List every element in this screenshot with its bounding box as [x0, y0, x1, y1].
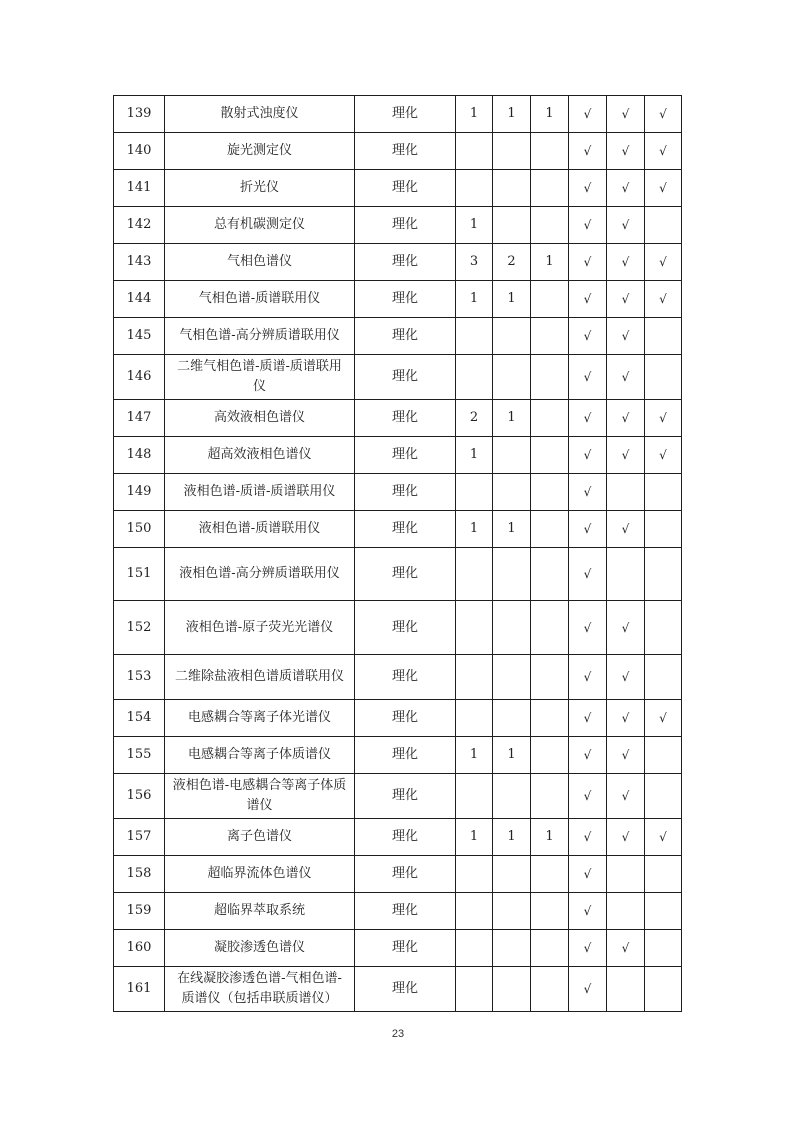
count-cell-2: 1 — [493, 400, 531, 437]
count-cell-2: 1 — [493, 737, 531, 774]
mark-cell-1: √ — [569, 511, 607, 548]
mark-cell-3: √ — [645, 96, 682, 133]
mark-cell-1: √ — [569, 400, 607, 437]
mark-cell-1: √ — [569, 737, 607, 774]
mark-cell-1: √ — [569, 437, 607, 474]
mark-cell-3 — [645, 548, 682, 601]
mark-cell-3 — [645, 930, 682, 967]
mark-cell-1: √ — [569, 170, 607, 207]
row-number: 148 — [114, 437, 165, 474]
table-row — [114, 655, 682, 700]
instrument-name: 超临界萃取系统 — [165, 893, 355, 930]
instrument-name: 液相色谱-高分辨质谱联用仪 — [165, 548, 355, 601]
count-cell-2 — [493, 700, 531, 737]
mark-cell-1: √ — [569, 601, 607, 655]
category-cell: 理化 — [355, 318, 456, 355]
mark-cell-2: √ — [607, 400, 645, 437]
table-row — [114, 207, 682, 244]
mark-cell-2 — [607, 893, 645, 930]
instrument-name: 二维除盐液相色谱质谱联用仪 — [165, 655, 355, 700]
count-cell-2 — [493, 548, 531, 601]
table-row — [114, 244, 682, 281]
mark-cell-2: √ — [607, 737, 645, 774]
mark-cell-1: √ — [569, 774, 607, 819]
category-cell: 理化 — [355, 856, 456, 893]
count-cell-2 — [493, 133, 531, 170]
count-cell-1 — [456, 133, 493, 170]
count-cell-3 — [531, 318, 569, 355]
instrument-name: 在线凝胶渗透色谱-气相色谱-质谱仪（包括串联质谱仪） — [165, 967, 355, 1012]
category-cell: 理化 — [355, 207, 456, 244]
table-row — [114, 437, 682, 474]
count-cell-1 — [456, 856, 493, 893]
mark-cell-2: √ — [607, 207, 645, 244]
count-cell-2 — [493, 601, 531, 655]
mark-cell-2: √ — [607, 819, 645, 856]
table-row — [114, 700, 682, 737]
table-row — [114, 318, 682, 355]
row-number: 147 — [114, 400, 165, 437]
table-row — [114, 355, 682, 400]
instrument-name: 液相色谱-质谱联用仪 — [165, 511, 355, 548]
mark-cell-2: √ — [607, 170, 645, 207]
category-cell: 理化 — [355, 700, 456, 737]
row-number: 157 — [114, 819, 165, 856]
count-cell-3 — [531, 474, 569, 511]
table-row — [114, 967, 682, 1012]
count-cell-1 — [456, 601, 493, 655]
count-cell-2 — [493, 856, 531, 893]
category-cell: 理化 — [355, 967, 456, 1012]
mark-cell-3 — [645, 893, 682, 930]
mark-cell-1: √ — [569, 96, 607, 133]
count-cell-1 — [456, 170, 493, 207]
count-cell-3 — [531, 400, 569, 437]
count-cell-3 — [531, 930, 569, 967]
row-number: 149 — [114, 474, 165, 511]
mark-cell-1: √ — [569, 548, 607, 601]
mark-cell-1: √ — [569, 819, 607, 856]
mark-cell-1: √ — [569, 856, 607, 893]
row-number: 159 — [114, 893, 165, 930]
count-cell-2 — [493, 170, 531, 207]
mark-cell-2: √ — [607, 601, 645, 655]
mark-cell-1: √ — [569, 930, 607, 967]
instrument-name: 气相色谱-质谱联用仪 — [165, 281, 355, 318]
count-cell-3 — [531, 170, 569, 207]
count-cell-1: 2 — [456, 400, 493, 437]
mark-cell-3 — [645, 737, 682, 774]
table-row — [114, 548, 682, 601]
count-cell-1 — [456, 774, 493, 819]
table-row — [114, 856, 682, 893]
count-cell-2 — [493, 774, 531, 819]
table-row — [114, 511, 682, 548]
count-cell-1: 1 — [456, 281, 493, 318]
instrument-name: 凝胶渗透色谱仪 — [165, 930, 355, 967]
count-cell-2: 1 — [493, 281, 531, 318]
count-cell-1 — [456, 893, 493, 930]
mark-cell-2: √ — [607, 133, 645, 170]
table-row — [114, 930, 682, 967]
count-cell-3 — [531, 601, 569, 655]
row-number: 151 — [114, 548, 165, 601]
category-cell: 理化 — [355, 819, 456, 856]
category-cell: 理化 — [355, 437, 456, 474]
count-cell-2 — [493, 207, 531, 244]
count-cell-2 — [493, 930, 531, 967]
category-cell: 理化 — [355, 400, 456, 437]
row-number: 139 — [114, 96, 165, 133]
row-number: 153 — [114, 655, 165, 700]
count-cell-3 — [531, 511, 569, 548]
mark-cell-2: √ — [607, 281, 645, 318]
table-row — [114, 96, 682, 133]
count-cell-2: 1 — [493, 511, 531, 548]
row-number: 140 — [114, 133, 165, 170]
count-cell-3 — [531, 737, 569, 774]
table-row — [114, 893, 682, 930]
instrument-name: 电感耦合等离子体质谱仪 — [165, 737, 355, 774]
mark-cell-2: √ — [607, 355, 645, 400]
count-cell-2: 2 — [493, 244, 531, 281]
count-cell-2 — [493, 355, 531, 400]
count-cell-2 — [493, 967, 531, 1012]
mark-cell-3: √ — [645, 281, 682, 318]
mark-cell-3: √ — [645, 133, 682, 170]
instrument-name: 液相色谱-质谱-质谱联用仪 — [165, 474, 355, 511]
count-cell-3 — [531, 774, 569, 819]
row-number: 152 — [114, 601, 165, 655]
mark-cell-2: √ — [607, 511, 645, 548]
instrument-name: 超临界流体色谱仪 — [165, 856, 355, 893]
count-cell-3 — [531, 655, 569, 700]
count-cell-1 — [456, 474, 493, 511]
count-cell-1: 1 — [456, 737, 493, 774]
category-cell: 理化 — [355, 601, 456, 655]
mark-cell-1: √ — [569, 244, 607, 281]
count-cell-2 — [493, 893, 531, 930]
category-cell: 理化 — [355, 281, 456, 318]
mark-cell-1: √ — [569, 967, 607, 1012]
instrument-name: 高效液相色谱仪 — [165, 400, 355, 437]
count-cell-3 — [531, 967, 569, 1012]
mark-cell-3 — [645, 601, 682, 655]
row-number: 158 — [114, 856, 165, 893]
count-cell-3: 1 — [531, 819, 569, 856]
mark-cell-3 — [645, 774, 682, 819]
table-row — [114, 281, 682, 318]
row-number: 156 — [114, 774, 165, 819]
table-row — [114, 774, 682, 819]
mark-cell-1: √ — [569, 893, 607, 930]
table-row — [114, 170, 682, 207]
mark-cell-3 — [645, 355, 682, 400]
mark-cell-2 — [607, 474, 645, 511]
mark-cell-2 — [607, 856, 645, 893]
table-row — [114, 133, 682, 170]
category-cell: 理化 — [355, 548, 456, 601]
table-row — [114, 400, 682, 437]
count-cell-3 — [531, 700, 569, 737]
count-cell-1 — [456, 318, 493, 355]
instrument-name: 总有机碳测定仪 — [165, 207, 355, 244]
page-number: 23 — [391, 1028, 405, 1040]
row-number: 146 — [114, 355, 165, 400]
mark-cell-2 — [607, 967, 645, 1012]
count-cell-2 — [493, 318, 531, 355]
row-number: 141 — [114, 170, 165, 207]
mark-cell-1: √ — [569, 318, 607, 355]
row-number: 145 — [114, 318, 165, 355]
category-cell: 理化 — [355, 737, 456, 774]
equipment-table — [113, 95, 682, 1012]
table-row — [114, 819, 682, 856]
mark-cell-3: √ — [645, 700, 682, 737]
mark-cell-2: √ — [607, 96, 645, 133]
mark-cell-1: √ — [569, 355, 607, 400]
count-cell-2: 1 — [493, 96, 531, 133]
category-cell: 理化 — [355, 96, 456, 133]
category-cell: 理化 — [355, 244, 456, 281]
category-cell: 理化 — [355, 511, 456, 548]
category-cell: 理化 — [355, 474, 456, 511]
count-cell-1: 1 — [456, 437, 493, 474]
instrument-name: 液相色谱-原子荧光光谱仪 — [165, 601, 355, 655]
instrument-name: 离子色谱仪 — [165, 819, 355, 856]
count-cell-3 — [531, 548, 569, 601]
table-body — [114, 96, 682, 1012]
mark-cell-2: √ — [607, 700, 645, 737]
count-cell-1: 1 — [456, 511, 493, 548]
instrument-name: 二维气相色谱-质谱-质谱联用仪 — [165, 355, 355, 400]
instrument-name: 气相色谱仪 — [165, 244, 355, 281]
count-cell-2: 1 — [493, 819, 531, 856]
mark-cell-1: √ — [569, 133, 607, 170]
mark-cell-3: √ — [645, 244, 682, 281]
mark-cell-3 — [645, 207, 682, 244]
count-cell-2 — [493, 437, 531, 474]
count-cell-1 — [456, 967, 493, 1012]
mark-cell-3: √ — [645, 437, 682, 474]
count-cell-1: 1 — [456, 207, 493, 244]
mark-cell-2: √ — [607, 244, 645, 281]
category-cell: 理化 — [355, 170, 456, 207]
mark-cell-3 — [645, 318, 682, 355]
mark-cell-1: √ — [569, 207, 607, 244]
mark-cell-3 — [645, 856, 682, 893]
count-cell-2 — [493, 474, 531, 511]
category-cell: 理化 — [355, 930, 456, 967]
count-cell-1 — [456, 355, 493, 400]
count-cell-3 — [531, 856, 569, 893]
mark-cell-2: √ — [607, 318, 645, 355]
count-cell-3: 1 — [531, 96, 569, 133]
category-cell: 理化 — [355, 133, 456, 170]
row-number: 150 — [114, 511, 165, 548]
row-number: 142 — [114, 207, 165, 244]
count-cell-3 — [531, 281, 569, 318]
category-cell: 理化 — [355, 893, 456, 930]
count-cell-2 — [493, 655, 531, 700]
row-number: 155 — [114, 737, 165, 774]
count-cell-1 — [456, 930, 493, 967]
table-row — [114, 737, 682, 774]
count-cell-3 — [531, 355, 569, 400]
count-cell-1: 3 — [456, 244, 493, 281]
mark-cell-2: √ — [607, 774, 645, 819]
mark-cell-3 — [645, 967, 682, 1012]
mark-cell-1: √ — [569, 700, 607, 737]
category-cell: 理化 — [355, 774, 456, 819]
mark-cell-2: √ — [607, 930, 645, 967]
mark-cell-3 — [645, 511, 682, 548]
instrument-name: 电感耦合等离子体光谱仪 — [165, 700, 355, 737]
row-number: 160 — [114, 930, 165, 967]
mark-cell-3 — [645, 655, 682, 700]
category-cell: 理化 — [355, 655, 456, 700]
mark-cell-2: √ — [607, 437, 645, 474]
mark-cell-3: √ — [645, 400, 682, 437]
mark-cell-1: √ — [569, 474, 607, 511]
count-cell-1 — [456, 700, 493, 737]
instrument-name: 散射式浊度仪 — [165, 96, 355, 133]
instrument-name: 气相色谱-高分辨质谱联用仪 — [165, 318, 355, 355]
instrument-name: 折光仪 — [165, 170, 355, 207]
mark-cell-3: √ — [645, 819, 682, 856]
mark-cell-3: √ — [645, 170, 682, 207]
count-cell-1 — [456, 548, 493, 601]
mark-cell-2: √ — [607, 655, 645, 700]
count-cell-1: 1 — [456, 819, 493, 856]
category-cell: 理化 — [355, 355, 456, 400]
row-number: 144 — [114, 281, 165, 318]
count-cell-3 — [531, 133, 569, 170]
mark-cell-2 — [607, 548, 645, 601]
count-cell-3: 1 — [531, 244, 569, 281]
table-row — [114, 474, 682, 511]
instrument-name: 液相色谱-电感耦合等离子体质谱仪 — [165, 774, 355, 819]
count-cell-1 — [456, 655, 493, 700]
row-number: 161 — [114, 967, 165, 1012]
count-cell-3 — [531, 207, 569, 244]
count-cell-3 — [531, 893, 569, 930]
mark-cell-3 — [645, 474, 682, 511]
count-cell-1: 1 — [456, 96, 493, 133]
instrument-name: 旋光测定仪 — [165, 133, 355, 170]
row-number: 143 — [114, 244, 165, 281]
mark-cell-1: √ — [569, 281, 607, 318]
row-number: 154 — [114, 700, 165, 737]
table-row — [114, 601, 682, 655]
mark-cell-1: √ — [569, 655, 607, 700]
count-cell-3 — [531, 437, 569, 474]
instrument-name: 超高效液相色谱仪 — [165, 437, 355, 474]
